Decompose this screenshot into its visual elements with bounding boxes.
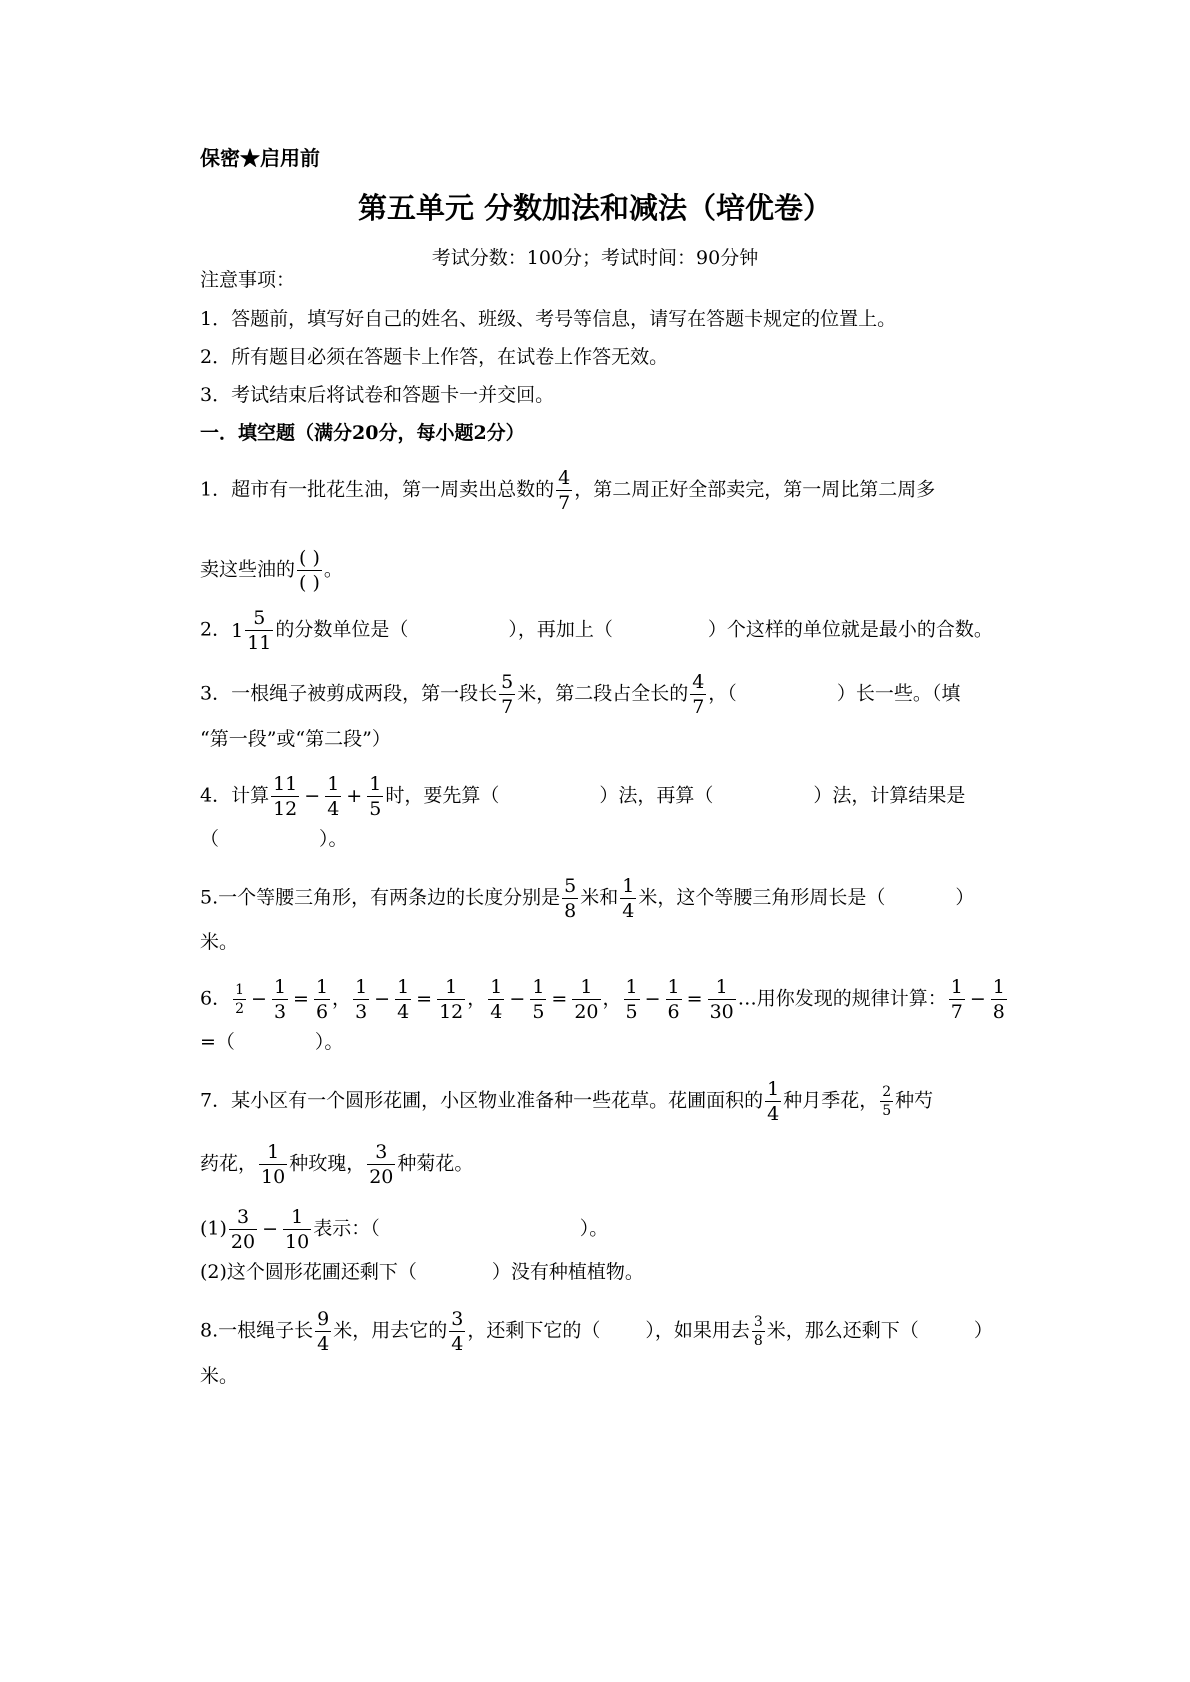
- fraction: $\frac{2}{5}$: [882, 1084, 892, 1119]
- fraction: $\frac{3}{20}$: [230, 1206, 256, 1253]
- page-title: 第五单元 分数加法和减法（培优卷）: [357, 191, 833, 225]
- question-1: 1．超市有一批花生油，第一周卖出总数的 $\frac{4}{7}$ ，第二周正好全部卖完，第一周比第二周多: [200, 467, 936, 514]
- question-4: 4．计算 $\frac{11}{12}$ − $\frac{1}{4}$ + $\frac{1}{5}$ 时，要先算（ ）法，再算（ ）法，计算结果是: [200, 773, 966, 820]
- fraction: $\frac{1}{10}$: [285, 1206, 310, 1253]
- question-7: 7．某小区有一个圆形花圃，小区物业准备种一些花草。花圃面积的 $\frac{1}{4}$ 种月季花， $\frac{2}{5}$ 种芍: [200, 1078, 934, 1125]
- fraction: $\frac{1}{2}$: [235, 982, 245, 1017]
- notice-item: 3．考试结束后将试卷和答题卡一并交回。: [200, 384, 555, 406]
- fraction: $\frac{1}{3}$: [355, 976, 368, 1023]
- fraction: $\frac{5}{7}$: [501, 671, 514, 718]
- fraction: $\frac{4}{7}$: [692, 671, 705, 718]
- fraction: $\frac{1}{5}$: [369, 773, 382, 820]
- question-3-cont: “第一段”或“第二段”）: [200, 728, 391, 750]
- fraction: $\frac{1}{4}$: [767, 1078, 780, 1125]
- fraction: $\frac{1}{4}$: [490, 976, 503, 1023]
- question-6-cont: =（ ）。: [200, 1031, 344, 1053]
- question-2: 2．1 $\frac{5}{11}$ 的分数单位是（ ），再加上（ ）个这样的单位就是最小的合数。: [200, 607, 993, 654]
- fraction: $\frac{1}{5}$: [532, 976, 545, 1023]
- fraction: $\frac{5}{8}$: [564, 875, 577, 922]
- fraction: $\frac{1}{6}$: [315, 976, 329, 1023]
- question-1-cont: 卖这些油的 $\frac{( )}{( )}$ 。: [200, 547, 343, 594]
- question-6: 6． $\frac{1}{2}$ − $\frac{1}{3}$ = $\frac{1}{6}$ ， $\frac{1}{3}$ − $\frac{1}{4}$ = $\frac{1}{12}$ ， $\frac{1}{4}$ − $\frac{1}{5}$ = $\frac{1}{20}$ ， $\frac{1}{5}$ − $\frac{1}{6}$ = $\frac{1}{30}$ …用你发现的规律计算： $\frac{1}{7}$ − $\frac{1}{8}$: [200, 976, 1005, 1023]
- fraction: $\frac{5}{11}$: [247, 607, 272, 654]
- question-7-cont: 药花， $\frac{1}{10}$ 种玫瑰， $\frac{3}{20}$ 种菊花。: [200, 1141, 474, 1188]
- notice-item: 2．所有题目必须在答题卡上作答，在试卷上作答无效。: [200, 346, 669, 368]
- fraction: $\frac{1}{20}$: [574, 976, 599, 1023]
- question-7-sub-2: (2)这个圆形花圃还剩下（ ）没有种植植物。: [200, 1261, 644, 1283]
- notice-item: 1．答题前，填写好自己的姓名、班级、考号等信息，请写在答题卡规定的位置上。: [200, 308, 897, 330]
- question-7-sub-1: (1) $\frac{3}{20}$ − $\frac{1}{10}$ 表示：（ ）。: [200, 1206, 609, 1253]
- fraction: $\frac{3}{8}$: [753, 1314, 763, 1349]
- question-8-cont: 米。: [200, 1365, 239, 1387]
- fraction: $\frac{1}{4}$: [622, 875, 635, 922]
- fraction: $\frac{3}{20}$: [369, 1141, 394, 1188]
- question-4-cont: （ ）。: [200, 828, 348, 850]
- question-8: 8.一根绳子长 $\frac{9}{4}$ 米，用去它的 $\frac{3}{4}$ ，还剩下它的（ ），如果用去 $\frac{3}{8}$ 米，那么还剩下（ ）: [200, 1308, 993, 1355]
- notice-heading: 注意事项：: [200, 269, 296, 291]
- question-5: 5.一个等腰三角形，有两条边的长度分别是 $\frac{5}{8}$ 米和 $\frac{1}{4}$ 米，这个等腰三角形周长是（ ）: [200, 875, 975, 922]
- section-heading: 一．填空题（满分20分，每小题2分）: [200, 422, 525, 444]
- fraction: $\frac{1}{10}$: [261, 1141, 286, 1188]
- fraction: $\frac{1}{4}$: [327, 773, 340, 820]
- fraction: $\frac{1}{30}$: [709, 976, 734, 1023]
- fraction: $\frac{1}{7}$: [950, 976, 963, 1023]
- fraction: $\frac{3}{4}$: [451, 1308, 464, 1355]
- fraction: $\frac{1}{5}$: [625, 976, 638, 1023]
- question-5-cont: 米。: [200, 931, 239, 953]
- fraction: $\frac{1}{8}$: [992, 976, 1005, 1023]
- fraction: $\frac{1}{12}$: [439, 976, 464, 1023]
- fraction: $\frac{1}{3}$: [273, 976, 287, 1023]
- fraction: $\frac{9}{4}$: [317, 1308, 330, 1355]
- confidential-label: 保密★启用前: [200, 146, 320, 170]
- fraction: $\frac{4}{7}$: [558, 467, 571, 514]
- fraction: $\frac{1}{4}$: [397, 976, 410, 1023]
- answer-fraction-blank[interactable]: $\frac{( )}{( )}$: [299, 547, 320, 594]
- exam-info: 考试分数：100分；考试时间：90分钟: [431, 247, 759, 269]
- fraction: $\frac{1}{6}$: [667, 976, 680, 1023]
- question-3: 3．一根绳子被剪成两段，第一段长 $\frac{5}{7}$ 米，第二段占全长的 $\frac{4}{7}$ ，（ ）长一些。（填: [200, 671, 961, 718]
- fraction: $\frac{11}{12}$: [273, 773, 298, 820]
